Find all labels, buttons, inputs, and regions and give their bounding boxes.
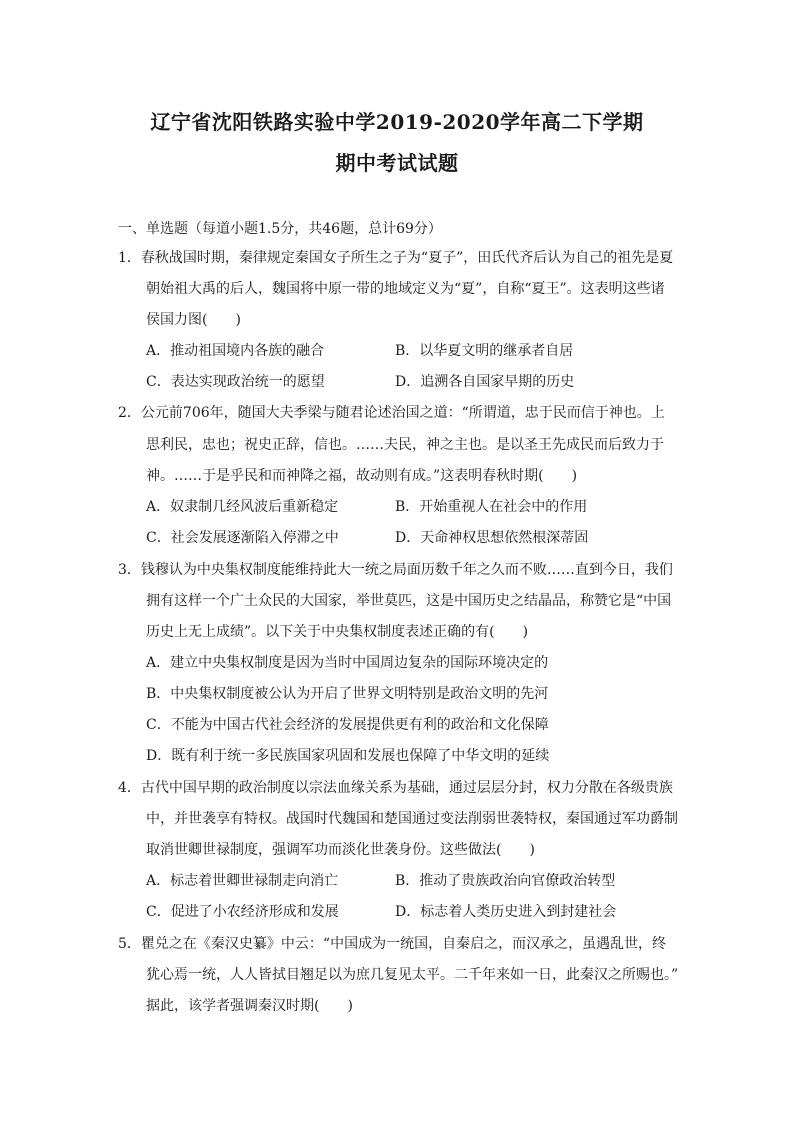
question-4-line-3: 取消世卿世禄制度，强调军功而淡化世袭身份。这些做法( )	[146, 842, 535, 858]
question-5-line-1: 5．瞿兑之在《秦汉史纂》中云：“中国成为一统国，自秦启之，而汉承之，虽遇乱世，终	[118, 936, 667, 952]
question-1-option-c[interactable]: C．表达实现政治统一的愿望	[146, 374, 325, 390]
question-5-line-2: 犹心焉一统，人人皆拭目翘足以为庶几复见太平。二千年来如一日，此秦汉之所赐也。”	[146, 967, 679, 983]
question-3-option-c[interactable]: C．不能为中国古代社会经济的发展提供更有利的政治和文化保障	[146, 717, 549, 733]
question-3-option-a[interactable]: A．建立中央集权制度是因为当时中国周边复杂的国际环境决定的	[146, 655, 549, 671]
exam-title-line1: 辽宁省沈阳铁路实验中学2019-2020学年高二下学期	[150, 110, 644, 134]
exam-title-line2: 期中考试试题	[335, 151, 459, 175]
section-header: 一、单选题（每道小题1.5分，共46题，总计69分）	[118, 221, 442, 237]
question-1-option-b[interactable]: B．以华夏文明的继承者自居	[395, 343, 574, 359]
question-3-option-b[interactable]: B．中央集权制度被公认为开启了世界文明特别是政治文明的先河	[146, 686, 549, 702]
question-1-option-d[interactable]: D．追溯各自国家早期的历史	[395, 374, 575, 390]
question-4-option-a[interactable]: A．标志着世卿世禄制走向消亡	[146, 873, 339, 889]
question-4-line-1: 4．古代中国早期的政治制度以宗法血缘关系为基础，通过层层分封，权力分散在各级贵族	[118, 780, 673, 796]
question-2-line-3: 神。……于是乎民和而神降之福，故动则有成。”这表明春秋时期( )	[146, 468, 578, 484]
question-3-line-1: 3．钱穆认为中央集权制度能维持此大一统之局面历数千年之久而不败……直到今日，我们	[118, 562, 673, 578]
question-4-option-b[interactable]: B．推动了贵族政治向官僚政治转型	[395, 873, 616, 889]
question-4-option-c[interactable]: C．促进了小农经济形成和发展	[146, 904, 339, 920]
question-4-line-2: 中，并世袭享有特权。战国时代魏国和楚国通过变法削弱世袭特权，秦国通过军功爵制	[146, 811, 678, 827]
question-2-line-2: 思利民，忠也；祝史正辞，信也。……夫民，神之主也。是以圣王先成民而后致力于	[146, 437, 664, 453]
question-2-line-1: 2．公元前706年，随国大夫季梁与随君论述治国之道：“所谓道，忠于民而信于神也。上	[118, 405, 665, 421]
question-1-line-3: 侯国力图( )	[146, 312, 241, 328]
question-3-line-3: 历史上无上成绩”。以下关于中央集权制度表述正确的有( )	[146, 624, 529, 640]
question-1-line-1: 1．春秋战国时期，秦律规定秦国女子所生之子为“夏子”，田氏代齐后认为自己的祖先是夏	[118, 250, 674, 266]
question-3-option-d[interactable]: D．既有利于统一多民族国家巩固和发展也保障了中华文明的延续	[146, 748, 550, 764]
question-2-option-c[interactable]: C．社会发展逐渐陷入停滞之中	[146, 530, 339, 546]
question-5-line-3: 据此，该学者强调秦汉时期( )	[146, 998, 353, 1014]
question-2-option-b[interactable]: B．开始重视人在社会中的作用	[395, 499, 588, 515]
question-2-option-d[interactable]: D．天命神权思想依然根深蒂固	[395, 530, 589, 546]
question-4-option-d[interactable]: D．标志着人类历史进入到封建社会	[395, 904, 617, 920]
question-3-line-2: 拥有这样一个广土众民的大国家，举世莫匹，这是中国历史之结晶品，称赞它是“中国	[146, 593, 672, 609]
question-1-option-a[interactable]: A．推动祖国境内各族的融合	[146, 343, 325, 359]
question-1-line-2: 朝始祖大禹的后人，魏国将中原一带的地域定义为“夏”，自称“夏王”。这表明这些诸	[146, 281, 665, 297]
question-2-option-a[interactable]: A．奴隶制几经风波后重新稳定	[146, 499, 339, 515]
